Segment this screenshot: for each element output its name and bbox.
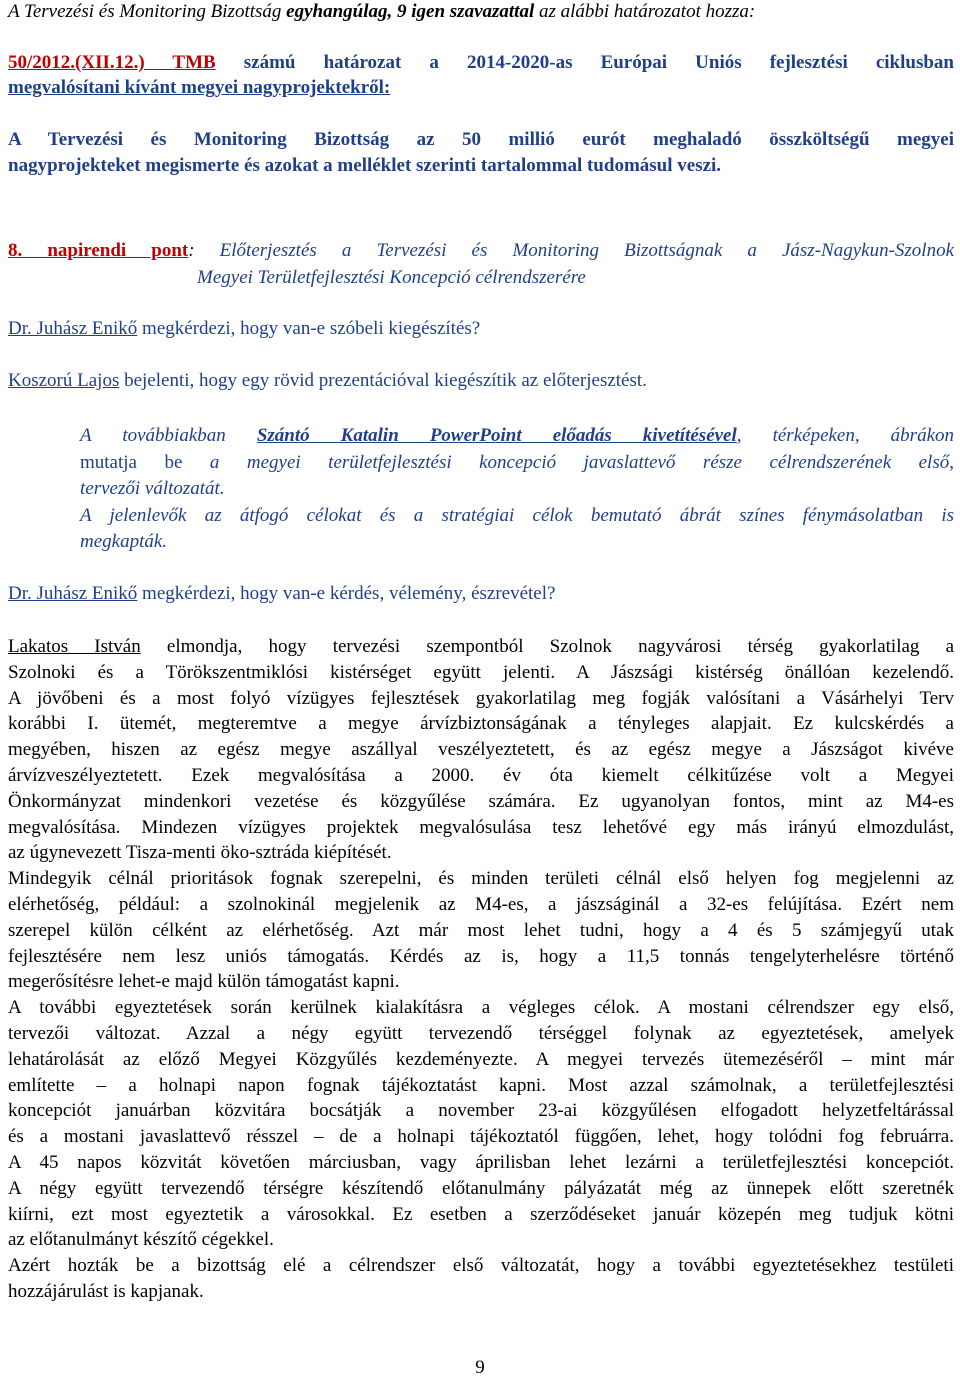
resolution-body-line: A Tervezési és Monitoring Bizottság az 50 millió eurót meghaladó összköltségű megyei bbox=[8, 129, 954, 150]
statement-line: Azért hozták be a bizottság elé a célrendszer első változatát, hogy a további egyeztetésekhez testületi bbox=[8, 1255, 954, 1277]
statement-line: elérhetőség, például: a szolnokinál megjelenik az M4-es, a jászságinál a 32-es felújítása. Ezért nem bbox=[8, 893, 954, 915]
agenda-item bbox=[8, 237, 954, 291]
statement-line: korábbi I. ütemét, megteremtve a megye árvízbiztonságának a tényleges alapjait. Ez kulcskérdés a bbox=[8, 713, 954, 735]
statement-line: A további egyeztetések során kerülnek kialakításra a végleges célok. A mostani célrendszer egy első, bbox=[8, 997, 954, 1019]
resolution-title-line2: megvalósítani kívánt megyei nagyprojektekről: bbox=[8, 77, 391, 98]
statement-line: A négy együtt tervezendő térségre készítendő előtanulmány pályázatát még az ünnepek előtt szeretnék bbox=[8, 1177, 954, 1199]
resolution-number: 50/2012.(XII.12.) TMB bbox=[8, 52, 216, 73]
decision-intro bbox=[8, 0, 954, 24]
agenda-colon: : bbox=[188, 240, 195, 261]
statement-line: koncepciót januárban közvitára bocsátják a november 23-ai közgyűlésen elfogadott helyzetfeltárással bbox=[8, 1100, 954, 1122]
question-1 bbox=[8, 317, 954, 341]
question-text: megkérdezi, hogy van-e szóbeli kiegészítés? bbox=[137, 318, 481, 339]
presentation-text: A továbbiakban bbox=[80, 425, 257, 446]
agenda-title-line2: Megyei Területfejlesztési Koncepció célrendszerére bbox=[197, 267, 586, 288]
presentation-text: , térképeken, ábrákon bbox=[736, 425, 955, 446]
statement-line bbox=[8, 634, 954, 660]
presentation-note bbox=[80, 423, 954, 556]
question-2 bbox=[8, 582, 954, 606]
agenda-title: Előterjesztés a Tervezési és Monitoring Bizottságnak a Jász-Nagykun-Szolnok bbox=[194, 240, 954, 261]
statement-lines bbox=[8, 660, 954, 1305]
speaker-name: Lakatos István bbox=[8, 636, 141, 657]
intro-text: A Tervezési és Monitoring Bizottság bbox=[8, 1, 287, 22]
resolution-title bbox=[8, 50, 954, 100]
statement-line: Mindegyik célnál prioritások fognak szerepelni, és minden területi célnál első helyen fog megjelenni az bbox=[8, 868, 954, 890]
statement-line: szerepel külön célként az elérhetőség. Azt már most lehet tudni, hogy a 4 és 5 számjegyű utak bbox=[8, 919, 954, 941]
speaker-name: Koszorú Lajos bbox=[8, 370, 120, 391]
speaker-name: Dr. Juhász Enikő bbox=[8, 583, 138, 604]
statement-line: A jövőbeni és a most folyó vízügyes fejlesztések gyakorlatilag meg fogják valósítani a Vásárhelyi Terv bbox=[8, 687, 954, 709]
statement-line: hozzájárulást is kapjanak. bbox=[8, 1280, 204, 1302]
statement-text: elmondja, hogy tervezési szempontból Szolnok nagyvárosi térség gyakorlatilag a bbox=[140, 636, 955, 657]
statement-line: az úgynevezett Tisza-menti öko-sztráda kiépítését. bbox=[8, 842, 392, 864]
statement-line: fejlesztésére nem lesz uniós támogatás. Kérdés az is, hogy a 11,5 tonnás tengelyterhelésre történő bbox=[8, 945, 954, 967]
statement-line: tervezői változat. Azzal a négy együtt tervezendő térséggel folynak az egyeztetések, amelyek bbox=[8, 1022, 954, 1044]
statement-line: lehatárolását az előző Megyei Közgyűlés kezdeményezte. A megyei tervezés ütemezéséről – mint már bbox=[8, 1048, 954, 1070]
announcement-text: bejelenti, hogy egy rövid prezentációval kiegészítik az előterjesztést. bbox=[119, 370, 647, 391]
intro-vote: egyhangúlag, 9 igen szavazattal bbox=[286, 1, 535, 22]
intro-text-end: az alábbi határozatot hozza: bbox=[534, 1, 756, 22]
presentation-text: mutatja be bbox=[80, 451, 210, 473]
statement-line: árvízveszélyeztetett. Ezek megvalósítása a 2000. év óta kiemelt célkitűzése volt a Megyei bbox=[8, 764, 954, 786]
presentation-text: a megyei területfejlesztési koncepció javaslattevő része célrendszerének első, bbox=[209, 451, 954, 473]
resolution-body bbox=[8, 127, 954, 179]
supplement-announcement bbox=[8, 369, 954, 393]
presentation-text: A jelenlevők az átfogó célokat és a stratégiai célok bemutató ábrát színes fénymásolatban is bbox=[80, 504, 954, 526]
speaker-name: Dr. Juhász Enikő bbox=[8, 318, 138, 339]
page-number: 9 bbox=[475, 1357, 485, 1378]
agenda-number: 8. napirendi pont bbox=[8, 240, 189, 261]
resolution-title-rest: számú határozat a 2014-2020-as Európai Uniós fejlesztési ciklusban bbox=[215, 52, 954, 73]
main-statement bbox=[8, 634, 954, 1305]
statement-line: az előtanulmányt készítő cégekkel. bbox=[8, 1229, 274, 1251]
statement-line: és a mostani javaslattevő résszel – de a holnapi tájékoztatól függően, lehet, hogy tolódni fog februárra. bbox=[8, 1126, 954, 1148]
resolution-body-line: nagyprojekteket megismerte és azokat a melléklet szerinti tartalommal tudomásul veszi. bbox=[8, 155, 722, 176]
presentation-text: megkapták. bbox=[80, 531, 168, 552]
statement-line: Szolnoki és a Törökszentmiklósi kistérséget együtt jelenti. A Jászsági kistérség önállóan kezelendő. bbox=[8, 661, 954, 683]
statement-line: kiírni, ezt most egyeztetik a városokkal. Ez esetben a szerződéseket január közepén meg tudjuk kötni bbox=[8, 1203, 954, 1225]
presentation-text: tervezői változatát. bbox=[80, 478, 225, 499]
statement-line: Önkormányzat mindenkori vezetése és közgyűlése számára. Ez ugyanolyan fontos, mint az M4-es bbox=[8, 790, 954, 812]
question-text: megkérdezi, hogy van-e kérdés, vélemény, észrevétel? bbox=[137, 583, 556, 604]
statement-line: megyében, hiszen az egész megye aszállyal veszélyeztetett, és az egész megye a Jászságot kivéve bbox=[8, 739, 954, 761]
statement-line: említette – a holnapi napon fognak tájékoztatást kapni. Most azzal számolnak, a területfejlesztési bbox=[8, 1074, 954, 1096]
statement-line: megvalósítása. Mindezen vízügyes projektek megvalósulása tesz lehetővé egy más irányú elmozdulást, bbox=[8, 816, 954, 838]
presenter: Szántó Katalin PowerPoint előadás kivetítésével bbox=[256, 425, 737, 446]
statement-line: A 45 napos közvitát követően márciusban, vagy áprilisban lehet lezárni a területfejlesztési koncepciót. bbox=[8, 1151, 954, 1173]
statement-line: megerősítésre lehet-e majd külön támogatást kapni. bbox=[8, 971, 400, 993]
